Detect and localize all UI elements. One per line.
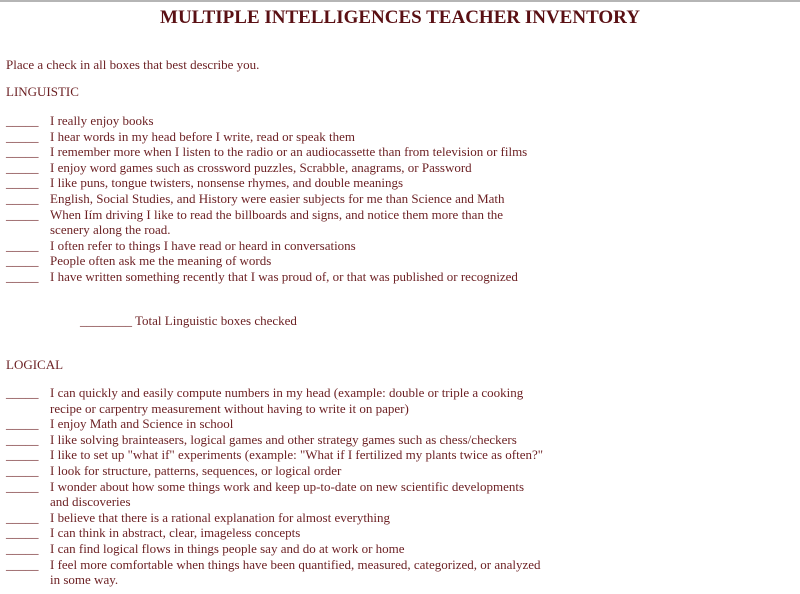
checklist-item — [6, 510, 566, 526]
checklist-item — [6, 479, 566, 510]
check-blank[interactable]: _____ — [6, 237, 39, 253]
item-text: I hear words in my head before I write, read or speak them — [50, 128, 356, 144]
item-text: English, Social Studies, and History were easier subjects for me than Science and Math — [50, 190, 505, 206]
checklist-item — [6, 463, 566, 479]
check-blank[interactable]: _____ — [6, 556, 39, 572]
item-text: I enjoy word games such as crossword puzzles, Scrabble, anagrams, or Password — [50, 159, 472, 175]
item-text: I feel more comfortable when things have been quantified, measured, categorized, or analyzed in some way. — [50, 556, 541, 588]
checklist-item — [6, 432, 566, 448]
check-blank[interactable]: _____ — [6, 268, 39, 284]
check-blank[interactable]: _____ — [6, 416, 39, 432]
checklist-item — [6, 269, 566, 285]
item-text: I really enjoy books — [50, 113, 154, 128]
check-blank[interactable]: _____ — [6, 540, 39, 556]
item-text: I wonder about how some things work and keep up-to-date on new scientific developments and discoveries — [50, 478, 525, 510]
item-text: I like solving brainteasers, logical games and other strategy games such as chess/checkers — [50, 431, 517, 447]
checklist-item — [6, 144, 566, 160]
checklist-item — [6, 525, 566, 541]
check-blank[interactable]: _____ — [6, 159, 39, 175]
check-blank[interactable]: _____ — [6, 128, 39, 144]
item-text: I like to set up "what if" experiments (example: "What if I fertilized my plants twice as often?" — [50, 447, 544, 463]
item-text: I have written something recently that I was proud of, or that was published or recognized — [50, 268, 518, 284]
checklist-item — [6, 416, 566, 432]
item-text: When Iím driving I like to read the billboards and signs, and notice them more than the scenery along the road. — [50, 206, 504, 238]
check-blank[interactable]: _____ — [6, 175, 39, 191]
item-text: I enjoy Math and Science in school — [50, 416, 234, 432]
checklist-item — [6, 175, 566, 191]
check-blank[interactable]: _____ — [6, 431, 39, 447]
item-text: People often ask me the meaning of words — [50, 253, 272, 269]
check-blank[interactable]: _____ — [6, 144, 39, 160]
instructions: Place a check in all boxes that best describe you. — [6, 57, 260, 72]
item-text: I can quickly and easily compute numbers in my head (example: double or triple a cooking recipe or carpentry measurement without having to write it on paper) — [50, 385, 524, 416]
checklist-item — [6, 129, 566, 145]
check-blank[interactable]: _____ — [6, 447, 39, 463]
linguistic-list — [6, 113, 566, 285]
checklist-item — [6, 113, 566, 129]
checklist-item — [6, 541, 566, 557]
item-text: I can find logical flows in things people say and do at work or home — [50, 540, 405, 556]
checklist-item — [6, 447, 566, 463]
check-blank[interactable]: _____ — [6, 385, 39, 400]
check-blank[interactable]: _____ — [6, 206, 39, 222]
check-blank[interactable]: _____ — [6, 253, 39, 269]
checklist-item — [6, 253, 566, 269]
checklist-item — [6, 160, 566, 176]
linguistic-total — [80, 313, 297, 329]
checklist-item — [6, 238, 566, 254]
check-blank[interactable]: _____ — [6, 478, 39, 494]
item-text: I can think in abstract, clear, imageless concepts — [50, 525, 301, 541]
item-text: I often refer to things I have read or heard in conversations — [50, 237, 356, 253]
section-heading-logical: LOGICAL — [6, 357, 64, 372]
total-blank[interactable]: ________ — [80, 313, 132, 328]
item-text: I remember more when I listen to the radio or an audiocassette than from television or films — [50, 144, 528, 160]
checklist-item — [6, 191, 566, 207]
checklist-item — [6, 385, 566, 416]
top-divider — [0, 0, 800, 2]
check-blank[interactable]: _____ — [6, 509, 39, 525]
check-blank[interactable]: _____ — [6, 190, 39, 206]
item-text: I believe that there is a rational explanation for almost everything — [50, 509, 391, 525]
item-text: I like puns, tongue twisters, nonsense rhymes, and double meanings — [50, 175, 404, 191]
checklist-item — [6, 207, 566, 238]
logical-list — [6, 385, 566, 588]
section-heading-linguistic: LINGUISTIC — [6, 84, 79, 99]
item-text: I look for structure, patterns, sequences, or logical order — [50, 462, 342, 478]
check-blank[interactable]: _____ — [6, 462, 39, 478]
checklist-item — [6, 557, 566, 588]
check-blank[interactable]: _____ — [6, 113, 39, 128]
page-title: MULTIPLE INTELLIGENCES TEACHER INVENTORY — [160, 7, 640, 28]
total-label: Total Linguistic boxes checked — [135, 313, 297, 328]
check-blank[interactable]: _____ — [6, 525, 39, 541]
